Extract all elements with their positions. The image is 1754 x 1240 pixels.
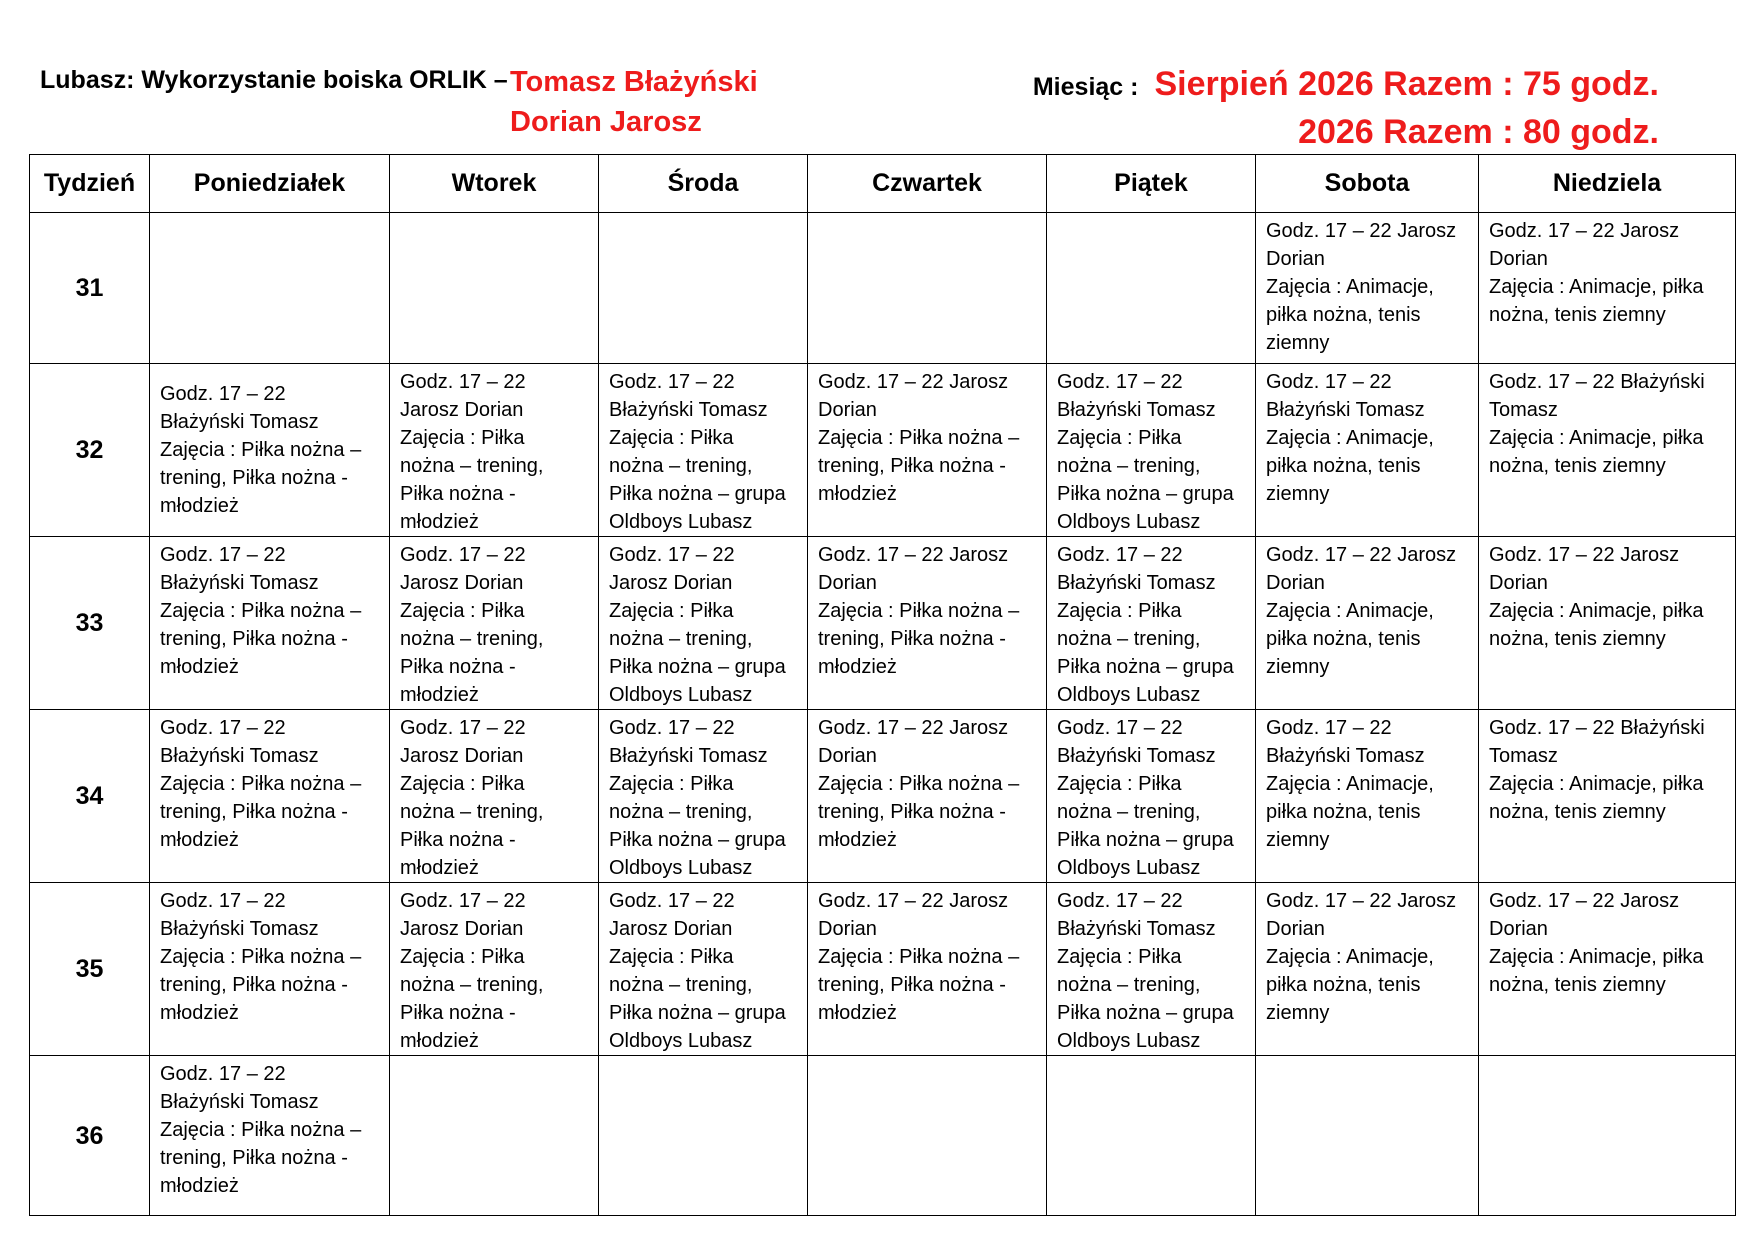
cell-text-line: Dorian <box>818 918 877 940</box>
cell-text-line: nożna – trening, <box>609 628 753 650</box>
cell-wednesday <box>599 883 808 1056</box>
cell-text-line: Godz. 17 – 22 <box>1057 371 1183 393</box>
cell-text-line: Zajęcia : Piłka nożna – <box>160 600 362 622</box>
cell-text-line: trening, Piłka nożna - <box>818 801 1006 823</box>
cell-text-line: Błażyński Tomasz <box>1057 572 1216 594</box>
cell-text-line: Godz. 17 – 22 Jarosz <box>1489 220 1680 242</box>
cell-text-line: nożna, tenis ziemny <box>1489 455 1666 477</box>
cell-text-line: Piłka nożna - <box>400 1002 516 1024</box>
cell-text-line: trening, Piłka nożna - <box>160 1147 348 1169</box>
cell-text-line: Błażyński Tomasz <box>609 745 768 767</box>
cell-text-line: piłka nożna, tenis <box>1266 974 1421 996</box>
cell-text-line: Zajęcia : Piłka nożna – <box>160 773 362 795</box>
cell-text-line: Błażyński Tomasz <box>1057 918 1216 940</box>
cell-text-line: nożna, tenis ziemny <box>1489 801 1666 823</box>
cell-text-line: Jarosz Dorian <box>609 572 733 594</box>
cell-text-line: Zajęcia : Animacje, piłka <box>1489 600 1704 622</box>
cell-text-line: Zajęcia : Piłka <box>400 600 525 622</box>
cell-tuesday <box>390 364 599 537</box>
column-header-week: Tydzień <box>30 155 150 213</box>
cell-text-line: Oldboys Lubasz <box>1057 511 1201 533</box>
cell-text-line: Dorian <box>1489 248 1548 270</box>
column-header-monday: Poniedziałek <box>150 155 390 213</box>
cell-text-line: Piłka nożna – grupa <box>609 656 786 678</box>
cell-text-line: ziemny <box>1266 656 1330 678</box>
cell-text-line: Godz. 17 – 22 <box>609 890 735 912</box>
person-name: Dorian Jarosz <box>510 106 702 138</box>
cell-text-line: Jarosz Dorian <box>400 572 524 594</box>
cell-text-line: Godz. 17 – 22 <box>400 544 526 566</box>
cell-text-line: Godz. 17 – 22 Jarosz <box>818 717 1009 739</box>
cell-text-line: Zajęcia : Piłka <box>400 427 525 449</box>
cell-text-line: Zajęcia : Animacje, <box>1266 600 1434 622</box>
cell-text-line: Zajęcia : Piłka <box>400 773 525 795</box>
cell-text-line: Błażyński Tomasz <box>1057 399 1216 421</box>
cell-text-line: Zajęcia : Animacje, piłka <box>1489 276 1704 298</box>
cell-text-line: Zajęcia : Animacje, <box>1266 427 1434 449</box>
cell-text-line: Zajęcia : Piłka <box>609 773 734 795</box>
cell-text-line: Piłka nożna – grupa <box>609 829 786 851</box>
cell-sunday <box>1479 364 1736 537</box>
cell-text-line: Błażyński Tomasz <box>1266 745 1425 767</box>
cell-text-line: Piłka nożna – grupa <box>609 1002 786 1024</box>
cell-friday <box>1047 537 1256 710</box>
cell-text-line: Zajęcia : Piłka nożna – <box>818 600 1020 622</box>
cell-tuesday <box>390 537 599 710</box>
cell-text-line: trening, Piłka nożna - <box>818 974 1006 996</box>
week-number: 32 <box>30 364 150 537</box>
cell-text-line: Zajęcia : Piłka nożna – <box>818 773 1020 795</box>
table-row <box>30 537 1736 710</box>
cell-text-line: młodzież <box>160 1002 239 1024</box>
cell-text-line: Piłka nożna - <box>400 829 516 851</box>
column-header-sunday: Niedziela <box>1479 155 1736 213</box>
cell-text-line: Zajęcia : Piłka <box>1057 773 1182 795</box>
week-number: 36 <box>30 1056 150 1216</box>
cell-friday <box>1047 710 1256 883</box>
year-total: 2026 Razem : 80 godz. <box>1298 113 1659 151</box>
cell-text-line: Godz. 17 – 22 Jarosz <box>1489 890 1680 912</box>
cell-thursday <box>808 364 1047 537</box>
cell-text-line: Godz. 17 – 22 <box>1266 717 1392 739</box>
cell-text-line: Zajęcia : Animacje, piłka <box>1489 946 1704 968</box>
table-row <box>30 364 1736 537</box>
cell-text-line: Godz. 17 – 22 <box>609 544 735 566</box>
cell-text-line: Zajęcia : Animacje, <box>1266 276 1434 298</box>
cell-text-line: Tomasz <box>1489 399 1558 421</box>
cell-monday <box>150 710 390 883</box>
cell-text-line: Godz. 17 – 22 <box>1057 544 1183 566</box>
cell-tuesday <box>390 1056 599 1216</box>
cell-text-line: nożna – trening, <box>1057 455 1201 477</box>
cell-wednesday <box>599 364 808 537</box>
cell-text-line: Godz. 17 – 22 <box>609 371 735 393</box>
cell-monday <box>150 213 390 364</box>
cell-text-line: Godz. 17 – 22 <box>1057 717 1183 739</box>
week-number: 31 <box>30 213 150 364</box>
cell-text-line: trening, Piłka nożna - <box>160 467 348 489</box>
person-name: Tomasz Błażyński <box>510 66 758 98</box>
cell-text-line: nożna – trening, <box>400 974 544 996</box>
cell-text-line: Błażyński Tomasz <box>1057 745 1216 767</box>
table-header-row <box>30 155 1736 213</box>
cell-monday <box>150 364 390 537</box>
cell-sunday <box>1479 537 1736 710</box>
cell-saturday <box>1256 537 1479 710</box>
document-title: Lubasz: Wykorzystanie boiska ORLIK – <box>40 66 508 94</box>
cell-text-line: młodzież <box>818 829 897 851</box>
table-row <box>30 1056 1736 1216</box>
cell-text-line: nożna – trening, <box>400 455 544 477</box>
cell-text-line: Zajęcia : Piłka nożna – <box>818 946 1020 968</box>
cell-text-line: ziemny <box>1266 332 1330 354</box>
cell-text-line: młodzież <box>160 495 239 517</box>
table-row <box>30 710 1736 883</box>
column-header-saturday: Sobota <box>1256 155 1479 213</box>
cell-monday <box>150 537 390 710</box>
cell-text-line: ziemny <box>1266 829 1330 851</box>
cell-saturday <box>1256 364 1479 537</box>
cell-text-line: Godz. 17 – 22 <box>160 890 286 912</box>
cell-text-line: piłka nożna, tenis <box>1266 801 1421 823</box>
week-number: 34 <box>30 710 150 883</box>
cell-thursday <box>808 213 1047 364</box>
cell-text-line: Dorian <box>818 745 877 767</box>
cell-text-line: Zajęcia : Piłka nożna – <box>160 946 362 968</box>
cell-text-line: Dorian <box>1266 248 1325 270</box>
cell-text-line: Zajęcia : Piłka <box>1057 600 1182 622</box>
cell-text-line: trening, Piłka nożna - <box>160 974 348 996</box>
cell-friday <box>1047 883 1256 1056</box>
column-header-wednesday: Środa <box>599 155 808 213</box>
cell-text-line: Oldboys Lubasz <box>1057 684 1201 706</box>
cell-text-line: Piłka nożna – grupa <box>609 483 786 505</box>
cell-text-line: Godz. 17 – 22 <box>400 717 526 739</box>
cell-text-line: Zajęcia : Piłka <box>609 600 734 622</box>
cell-text-line: Dorian <box>818 399 877 421</box>
cell-sunday <box>1479 213 1736 364</box>
hours-summary <box>1033 62 1659 155</box>
cell-text-line: nożna – trening, <box>400 801 544 823</box>
cell-saturday <box>1256 710 1479 883</box>
cell-text-line: Oldboys Lubasz <box>1057 1030 1201 1052</box>
cell-text-line: Piłka nożna – grupa <box>1057 1002 1234 1024</box>
cell-wednesday <box>599 213 808 364</box>
cell-text-line: Godz. 17 – 22 <box>160 1063 286 1085</box>
cell-text-line: piłka nożna, tenis <box>1266 455 1421 477</box>
cell-sunday <box>1479 1056 1736 1216</box>
cell-text-line: Zajęcia : Piłka <box>400 946 525 968</box>
cell-text-line: Zajęcia : Piłka nożna – <box>160 439 362 461</box>
cell-text-line: Dorian <box>1489 918 1548 940</box>
cell-tuesday <box>390 883 599 1056</box>
cell-text-line: Jarosz Dorian <box>400 399 524 421</box>
cell-sunday <box>1479 710 1736 883</box>
month-label: Miesiąc : <box>1032 73 1139 101</box>
cell-thursday <box>808 710 1047 883</box>
cell-text-line: Godz. 17 – 22 <box>400 890 526 912</box>
cell-text-line: piłka nożna, tenis <box>1266 304 1421 326</box>
cell-text-line: Godz. 17 – 22 <box>400 371 526 393</box>
month-total: Sierpień 2026 Razem : 75 godz. <box>1154 65 1659 103</box>
cell-text-line: trening, Piłka nożna - <box>818 628 1006 650</box>
cell-saturday <box>1256 883 1479 1056</box>
cell-text-line: Zajęcia : Animacje, <box>1266 946 1434 968</box>
cell-text-line: młodzież <box>818 1002 897 1024</box>
cell-text-line: Zajęcia : Animacje, piłka <box>1489 773 1704 795</box>
cell-wednesday <box>599 1056 808 1216</box>
cell-text-line: Godz. 17 – 22 Jarosz <box>818 371 1009 393</box>
cell-text-line: Godz. 17 – 22 <box>1057 890 1183 912</box>
cell-text-line: nożna, tenis ziemny <box>1489 304 1666 326</box>
cell-text-line: Oldboys Lubasz <box>609 684 753 706</box>
cell-text-line: nożna – trening, <box>1057 628 1201 650</box>
cell-friday <box>1047 213 1256 364</box>
cell-text-line: nożna – trening, <box>1057 801 1201 823</box>
week-number: 33 <box>30 537 150 710</box>
cell-text-line: Piłka nożna – grupa <box>1057 483 1234 505</box>
cell-text-line: młodzież <box>400 684 479 706</box>
cell-text-line: Zajęcia : Piłka <box>609 427 734 449</box>
cell-text-line: Oldboys Lubasz <box>609 511 753 533</box>
cell-text-line: piłka nożna, tenis <box>1266 628 1421 650</box>
cell-text-line: Zajęcia : Piłka nożna – <box>160 1119 362 1141</box>
cell-text-line: Godz. 17 – 22 Jarosz <box>1266 220 1457 242</box>
column-header-friday: Piątek <box>1047 155 1256 213</box>
cell-text-line: trening, Piłka nożna - <box>160 628 348 650</box>
cell-text-line: Godz. 17 – 22 Jarosz <box>1489 544 1680 566</box>
cell-text-line: Godz. 17 – 22 <box>160 717 286 739</box>
cell-text-line: Piłka nożna – grupa <box>1057 829 1234 851</box>
cell-text-line: młodzież <box>400 1030 479 1052</box>
cell-text-line: Godz. 17 – 22 Jarosz <box>818 890 1009 912</box>
cell-text-line: Zajęcia : Animacje, <box>1266 773 1434 795</box>
cell-text-line: Zajęcia : Piłka <box>609 946 734 968</box>
cell-text-line: Błażyński Tomasz <box>160 411 319 433</box>
cell-text-line: Zajęcia : Piłka <box>1057 427 1182 449</box>
cell-text-line: Oldboys Lubasz <box>609 857 753 879</box>
cell-text-line: trening, Piłka nożna - <box>160 801 348 823</box>
cell-monday <box>150 883 390 1056</box>
cell-text-line: ziemny <box>1266 483 1330 505</box>
cell-text-line: młodzież <box>400 511 479 533</box>
cell-text-line: młodzież <box>400 857 479 879</box>
cell-text-line: nożna – trening, <box>609 455 753 477</box>
week-number: 35 <box>30 883 150 1056</box>
cell-text-line: Dorian <box>1489 572 1548 594</box>
cell-text-line: Dorian <box>1266 572 1325 594</box>
cell-thursday <box>808 883 1047 1056</box>
cell-text-line: Zajęcia : Animacje, piłka <box>1489 427 1704 449</box>
cell-text-line: Godz. 17 – 22 Jarosz <box>1266 890 1457 912</box>
cell-text-line: nożna – trening, <box>400 628 544 650</box>
cell-saturday <box>1256 1056 1479 1216</box>
cell-text-line: Jarosz Dorian <box>609 918 733 940</box>
cell-text-line: Oldboys Lubasz <box>609 1030 753 1052</box>
cell-text-line: młodzież <box>160 829 239 851</box>
responsible-persons <box>510 62 758 142</box>
month-summary-line <box>1033 62 1659 109</box>
cell-text-line: nożna – trening, <box>609 801 753 823</box>
cell-wednesday <box>599 537 808 710</box>
cell-text-line: Jarosz Dorian <box>400 918 524 940</box>
cell-text-line: Zajęcia : Piłka <box>1057 946 1182 968</box>
cell-friday <box>1047 364 1256 537</box>
cell-monday <box>150 1056 390 1216</box>
cell-sunday <box>1479 883 1736 1056</box>
cell-thursday <box>808 1056 1047 1216</box>
column-header-thursday: Czwartek <box>808 155 1047 213</box>
cell-text-line: Błażyński Tomasz <box>160 745 319 767</box>
cell-text-line: młodzież <box>160 1175 239 1197</box>
cell-text-line: Godz. 17 – 22 <box>1266 371 1392 393</box>
cell-friday <box>1047 1056 1256 1216</box>
cell-text-line: Jarosz Dorian <box>400 745 524 767</box>
cell-text-line: Dorian <box>818 572 877 594</box>
cell-text-line: Godz. 17 – 22 Jarosz <box>818 544 1009 566</box>
cell-text-line: Godz. 17 – 22 Jarosz <box>1266 544 1457 566</box>
cell-text-line: nożna – trening, <box>1057 974 1201 996</box>
cell-text-line: nożna, tenis ziemny <box>1489 628 1666 650</box>
cell-text-line: Piłka nożna - <box>400 483 516 505</box>
cell-text-line: Godz. 17 – 22 Błażyński <box>1489 717 1705 739</box>
cell-text-line: Tomasz <box>1489 745 1558 767</box>
cell-text-line: młodzież <box>160 656 239 678</box>
cell-text-line: Piłka nożna – grupa <box>1057 656 1234 678</box>
document-header <box>40 66 758 138</box>
schedule-table <box>29 154 1736 1216</box>
table-row <box>30 883 1736 1056</box>
cell-text-line: młodzież <box>818 656 897 678</box>
schedule-body <box>30 213 1736 1216</box>
cell-text-line: trening, Piłka nożna - <box>818 455 1006 477</box>
cell-text-line: Zajęcia : Piłka nożna – <box>818 427 1020 449</box>
cell-text-line: Błażyński Tomasz <box>609 399 768 421</box>
cell-tuesday <box>390 213 599 364</box>
cell-text-line: nożna, tenis ziemny <box>1489 974 1666 996</box>
cell-text-line: Dorian <box>1266 918 1325 940</box>
cell-text-line: Piłka nożna - <box>400 656 516 678</box>
cell-wednesday <box>599 710 808 883</box>
cell-text-line: Oldboys Lubasz <box>1057 857 1201 879</box>
cell-text-line: Godz. 17 – 22 <box>160 383 286 405</box>
cell-text-line: Godz. 17 – 22 <box>609 717 735 739</box>
cell-thursday <box>808 537 1047 710</box>
cell-text-line: Godz. 17 – 22 <box>160 544 286 566</box>
cell-text-line: Błażyński Tomasz <box>160 918 319 940</box>
cell-text-line: ziemny <box>1266 1002 1330 1024</box>
column-header-tuesday: Wtorek <box>390 155 599 213</box>
table-row <box>30 213 1736 364</box>
cell-text-line: Godz. 17 – 22 Błażyński <box>1489 371 1705 393</box>
cell-text-line: Błażyński Tomasz <box>160 1091 319 1113</box>
cell-text-line: Błażyński Tomasz <box>160 572 319 594</box>
cell-tuesday <box>390 710 599 883</box>
cell-text-line: Błażyński Tomasz <box>1266 399 1425 421</box>
cell-text-line: młodzież <box>818 483 897 505</box>
cell-text-line: nożna – trening, <box>609 974 753 996</box>
cell-saturday <box>1256 213 1479 364</box>
